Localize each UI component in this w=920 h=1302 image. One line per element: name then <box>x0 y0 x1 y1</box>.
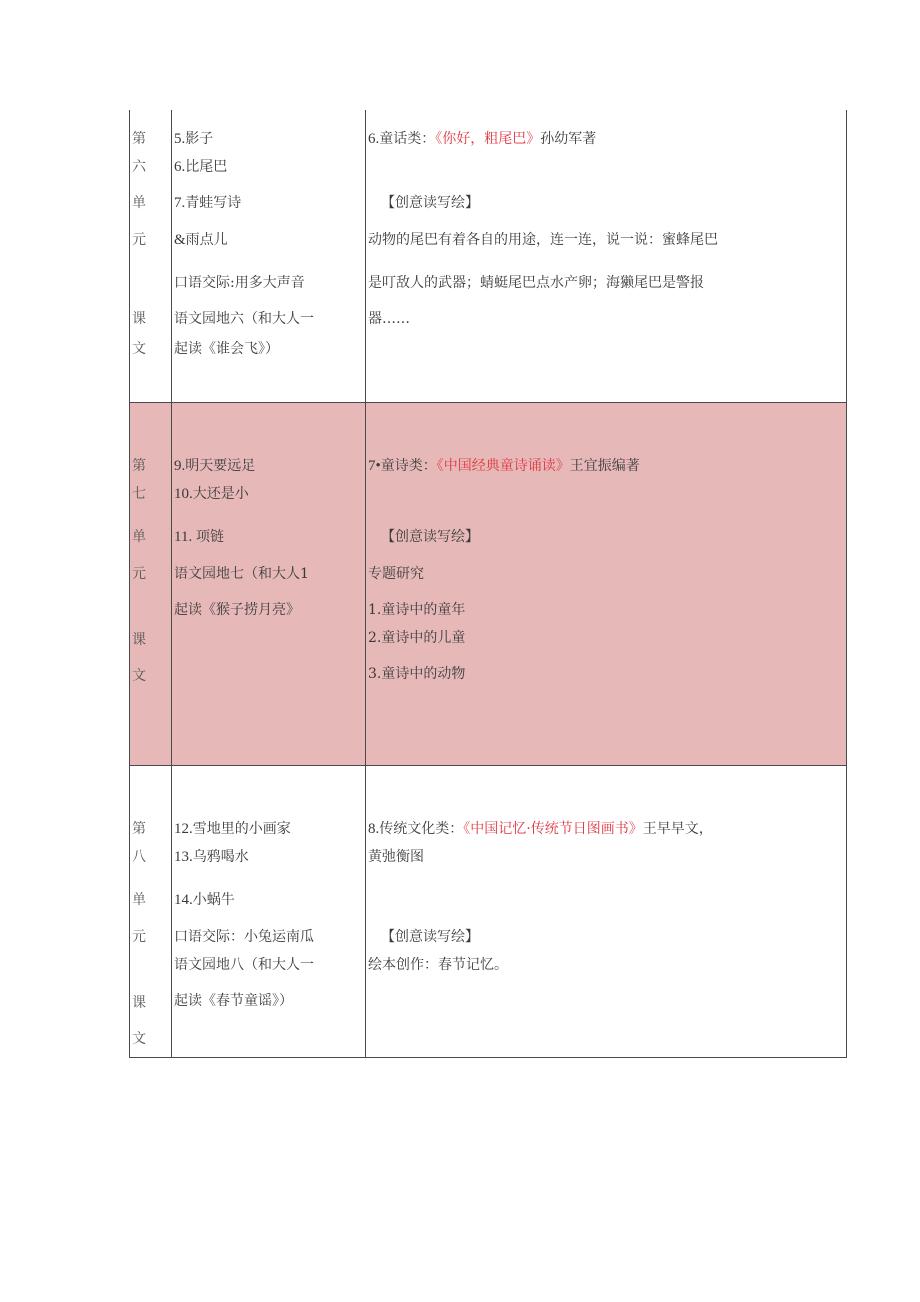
unit-char: 文 <box>132 668 146 684</box>
unit-char: 单 <box>132 892 146 908</box>
lesson-item: &雨点儿 <box>174 232 228 248</box>
book-title: 《中国记忆·传统节日图画书》 <box>463 821 643 837</box>
lesson-item: 9.明天要远足 <box>174 458 256 474</box>
creative-line: 2.童诗中的儿童 <box>368 630 466 646</box>
creative-line: 动物的尾巴有着各自的用途，连一连，说一说：蜜蜂尾巴 <box>368 232 718 248</box>
creative-line: 3.童诗中的动物 <box>368 666 466 682</box>
lesson-item: 11. 项链 <box>174 529 224 545</box>
unit-char: 元 <box>132 232 146 248</box>
reading-plan-table <box>129 110 847 1058</box>
creative-line: 专题研究 <box>368 566 424 582</box>
lesson-item: 7.青蛙写诗 <box>174 195 242 211</box>
unit-char: 课 <box>132 995 146 1011</box>
unit-char: 第 <box>132 131 146 147</box>
lesson-item: 起读《猴子捞月亮》 <box>174 602 300 618</box>
lesson-item: 口语交际:用多大声音 <box>174 275 305 291</box>
unit-char: 六 <box>132 159 146 175</box>
lesson-item: 口语交际：小兔运南瓜 <box>174 929 314 945</box>
creative-line: 是叮敌人的武器；蜻蜓尾巴点水产卵；海獭尾巴是警报 <box>368 275 704 291</box>
unit-char: 七 <box>132 486 146 502</box>
reading-book: 6.童话类：《你好，粗尾巴》孙幼军著 <box>368 131 597 147</box>
unit-char: 八 <box>132 849 146 865</box>
creative-title: 【创意读写绘】 <box>381 929 479 945</box>
unit-char: 文 <box>132 341 146 357</box>
unit-row-8 <box>129 766 847 1058</box>
creative-line: 绘本创作：春节记忆。 <box>368 957 508 973</box>
unit-char: 课 <box>132 632 146 648</box>
unit-char: 单 <box>132 529 146 545</box>
unit-row-7 <box>129 403 847 766</box>
lesson-item: 语文园地七（和大人1 <box>174 566 309 582</box>
reading-book: 7•童诗类：《中国经典童诗诵读》王宜振编著 <box>368 458 640 474</box>
creative-title: 【创意读写绘】 <box>381 529 479 545</box>
unit-char: 元 <box>132 566 146 582</box>
lesson-item: 5.影子 <box>174 131 214 147</box>
creative-title: 【创意读写绘】 <box>381 195 479 211</box>
lesson-item: 语文园地六（和大人一 <box>174 311 314 327</box>
lesson-item: 13.乌鸦喝水 <box>174 849 249 865</box>
lesson-item: 语文园地八（和大人一 <box>174 957 314 973</box>
unit-char: 课 <box>132 311 146 327</box>
lesson-item: 12.雪地里的小画家 <box>174 821 291 837</box>
unit-char: 文 <box>132 1031 146 1047</box>
unit-char: 第 <box>132 821 146 837</box>
lesson-item: 14.小蜗牛 <box>174 892 235 908</box>
book-title: 《中国经典童诗诵读》 <box>436 458 570 474</box>
lesson-item: 6.比尾巴 <box>174 159 228 175</box>
lesson-item: 起读《谁会飞》） <box>174 341 279 357</box>
creative-line: 1.童诗中的童年 <box>368 602 466 618</box>
lesson-item: 10.大还是小 <box>174 486 249 502</box>
unit-char: 单 <box>132 195 146 211</box>
creative-line: 器…… <box>368 311 410 327</box>
reading-book-line2: 黄弛衡图 <box>368 849 424 865</box>
unit-char: 第 <box>132 458 146 474</box>
unit-char: 元 <box>132 929 146 945</box>
book-title: 《你好，粗尾巴》 <box>435 131 541 147</box>
lesson-item: 起读《春节童谣》） <box>174 993 293 1009</box>
reading-book: 8.传统文化类：《中国记忆·传统节日图画书》王早早文， <box>368 821 713 837</box>
unit-row-6 <box>129 110 847 403</box>
